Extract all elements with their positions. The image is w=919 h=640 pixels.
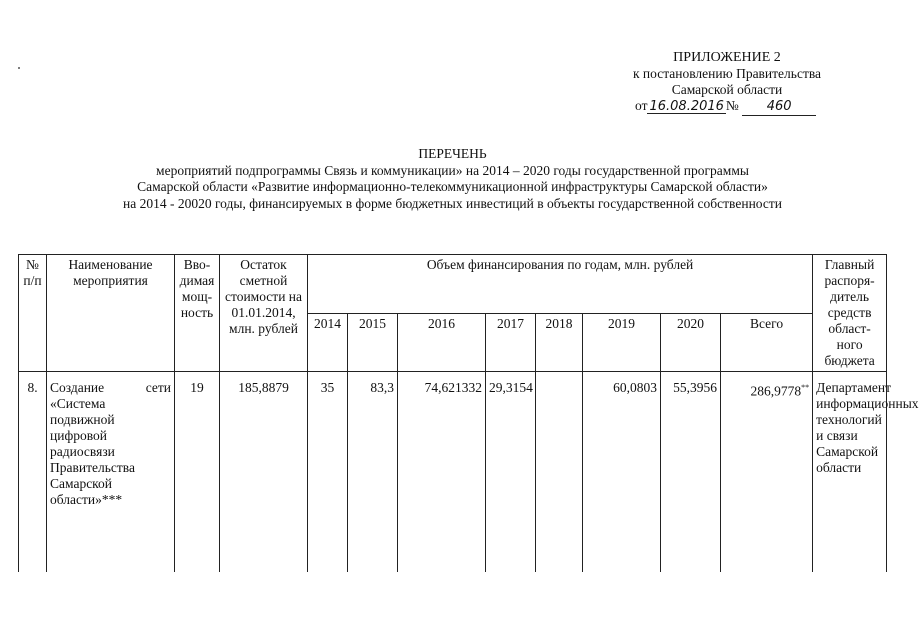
header-manager: Главный распоря-дитель средств област-ного бюджета xyxy=(813,255,887,372)
header-year: 2015 xyxy=(348,313,398,372)
appendix-title: ПРИЛОЖЕНИЕ 2 xyxy=(673,50,781,65)
date-prefix: от xyxy=(635,98,648,113)
appendix-date-line xyxy=(607,98,847,116)
row-capacity: 19 xyxy=(175,372,220,573)
handwritten-number: 460 xyxy=(742,99,816,116)
header-num: № п/п xyxy=(19,255,47,372)
header-year: 2017 xyxy=(486,313,536,372)
row-manager: Департамент информационных технологий и связи Самарской области xyxy=(813,372,887,573)
appendix-line2: Самарской области xyxy=(671,82,783,97)
row-remaining: 185,8879 xyxy=(220,372,308,573)
scan-speck xyxy=(18,67,20,69)
row-value-2014: 35 xyxy=(308,372,348,573)
row-value-2018 xyxy=(536,372,583,573)
heading-title: ПЕРЕЧЕНЬ xyxy=(418,146,487,161)
number-prefix: № xyxy=(725,98,739,113)
handwritten-date: 16.08.2016 xyxy=(649,99,724,114)
row-value-2016: 74,621332 xyxy=(398,372,486,573)
row-value-2017: 29,3154 xyxy=(486,372,536,573)
row-num: 8. xyxy=(19,372,47,573)
header-name: Наименование мероприятия xyxy=(47,255,175,372)
header-funding: Объем финансирования по годам, млн. рублей xyxy=(308,255,813,314)
header-total: Всего xyxy=(721,313,813,372)
header-year: 2020 xyxy=(661,313,721,372)
table-row xyxy=(19,372,887,573)
total-footnote-mark: ** xyxy=(801,383,810,392)
header-year: 2016 xyxy=(398,313,486,372)
header-remaining: Остаток сметной стоимости на 01.01.2014, млн. рублей xyxy=(220,255,308,372)
row-value-2019: 60,0803 xyxy=(583,372,661,573)
appendix-block xyxy=(607,50,847,116)
document-heading xyxy=(40,146,865,212)
heading-line3: на 2014 - 20020 годы, финансируемых в форме бюджетных инвестиций в объекты государственной собственности xyxy=(122,195,782,211)
heading-line2: Самарской области «Развитие информационно-телекоммуникационной инфраструктуры Самарской области» xyxy=(137,179,768,194)
row-value-total xyxy=(721,372,813,573)
appendix-line1: к постановлению Правительства xyxy=(632,66,822,81)
header-year: 2018 xyxy=(536,313,583,372)
row-value-2015: 83,3 xyxy=(348,372,398,573)
header-capacity: Вво-димая мощ-ность xyxy=(175,255,220,372)
funding-table xyxy=(18,254,919,572)
row-name: Создание сети «Система подвижной цифровой радиосвязи Правительства Самарской области»*** xyxy=(47,372,175,573)
row-value-2020: 55,3956 xyxy=(661,372,721,573)
header-year: 2014 xyxy=(308,313,348,372)
total-value: 286,9778 xyxy=(750,383,802,399)
heading-line1: мероприятий подпрограммы Связь и коммуникации» на 2014 – 2020 годы государственной программы xyxy=(156,162,749,178)
header-year: 2019 xyxy=(583,313,661,372)
